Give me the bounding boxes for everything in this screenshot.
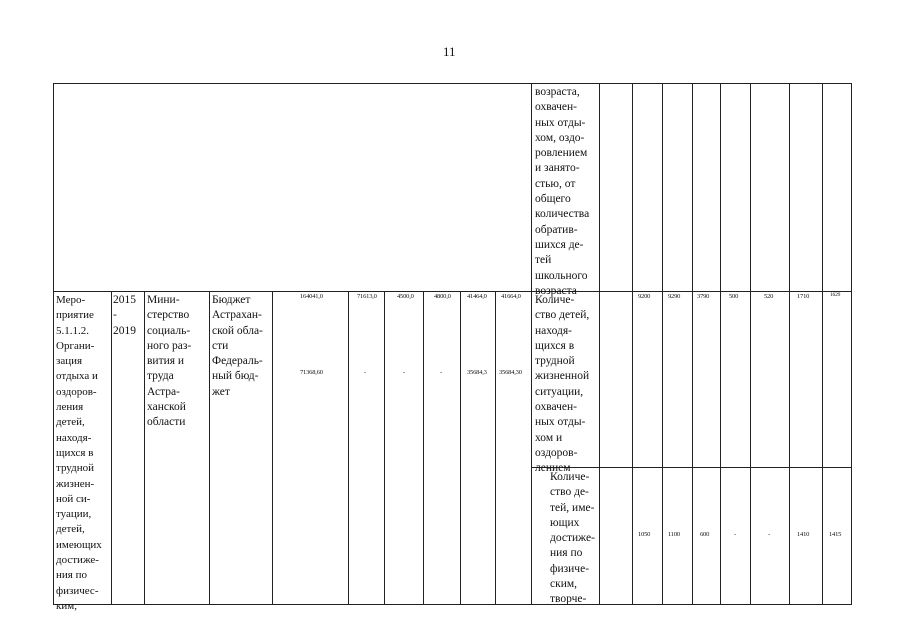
federal-budget-2017: - (440, 369, 442, 376)
regional-budget-2018: 41464,0 (467, 293, 487, 300)
col-divider (111, 291, 112, 605)
measure-funding-cell: Бюджет Астрахан- ской обла- сти Федераль- ный бюд- жет (212, 294, 263, 398)
measure-years-cell: 2015 - 2019 (113, 294, 136, 337)
federal-budget-total: 71368,60 (300, 369, 323, 376)
federal-budget-2016: - (403, 369, 405, 376)
col-divider (209, 291, 210, 605)
row-divider (53, 291, 852, 292)
regional-budget-2016: 4500,0 (397, 293, 414, 300)
regional-budget-2017: 4800,0 (434, 293, 451, 300)
regional-budget-2019: 41664,0 (501, 293, 521, 300)
col-divider (632, 83, 633, 605)
col-divider (531, 83, 532, 605)
col-divider (789, 83, 790, 605)
col-divider (692, 83, 693, 605)
table-border-left (53, 83, 54, 605)
col-divider (495, 291, 496, 605)
regional-budget-2015: 71613,0 (357, 293, 377, 300)
page-number: 11 (443, 44, 456, 59)
indicator-name-cell: Количе- ство детей, находя- щихся в трудной жизненной ситуации, охвачен- ных отды- хом и оздоров- лением (535, 294, 590, 475)
indicator-value: 1415 (829, 531, 842, 538)
measure-name-cell: Меро- приятие 5.1.1.2. Органи- зация отдыха и оздоров- ления детей, находя- щихся в трудной жизнен- ной си- туации, детей, имеющих достиже- ния по физичес- ким, (56, 294, 102, 612)
indicator-value: 3790 (697, 293, 710, 300)
col-divider (662, 83, 663, 605)
indicator-value: 1710 (797, 293, 810, 300)
indicator-value: 520 (764, 293, 774, 300)
table-border-right (851, 83, 852, 605)
col-divider (348, 291, 349, 605)
federal-budget-2015: - (364, 369, 366, 376)
indicator-value: 1050 (638, 531, 651, 538)
col-divider (720, 83, 721, 605)
indicator-value: 500 (729, 293, 739, 300)
col-divider (599, 83, 600, 605)
indicator-value: 1629 (830, 292, 841, 298)
col-divider (144, 291, 145, 605)
indicator-continuation-cell: возраста, охвачен- ных отды- хом, оздо- ровлением и занято- стью, от общего количества обратив- шихся де- тей школьного возраста (535, 86, 590, 297)
col-divider (822, 83, 823, 605)
table-border-bottom (53, 604, 852, 605)
indicator-value: 9200 (638, 293, 651, 300)
federal-budget-2019: 35684,30 (499, 369, 522, 376)
regional-budget-total: 164041,0 (300, 293, 323, 300)
indicator-value: 600 (700, 531, 710, 538)
measure-executor-cell: Мини- стерство социаль- ного раз- вития и труда Астра- ханской области (147, 294, 192, 429)
indicator-value: - (734, 531, 736, 538)
col-divider (423, 291, 424, 605)
col-divider (460, 291, 461, 605)
indicator-value: 1410 (797, 531, 810, 538)
col-divider (272, 291, 273, 605)
indicator-value: 1100 (668, 531, 680, 538)
indicator-name-cell: Количе- ство де- тей, име- ющих достиже- ния по физиче- ским, творче- (550, 471, 595, 606)
col-divider (750, 83, 751, 605)
indicator-value: 9290 (668, 293, 681, 300)
federal-budget-2018: 35684,3 (467, 369, 487, 376)
indicator-value: - (768, 531, 770, 538)
table-border-top (53, 83, 852, 84)
col-divider (384, 291, 385, 605)
